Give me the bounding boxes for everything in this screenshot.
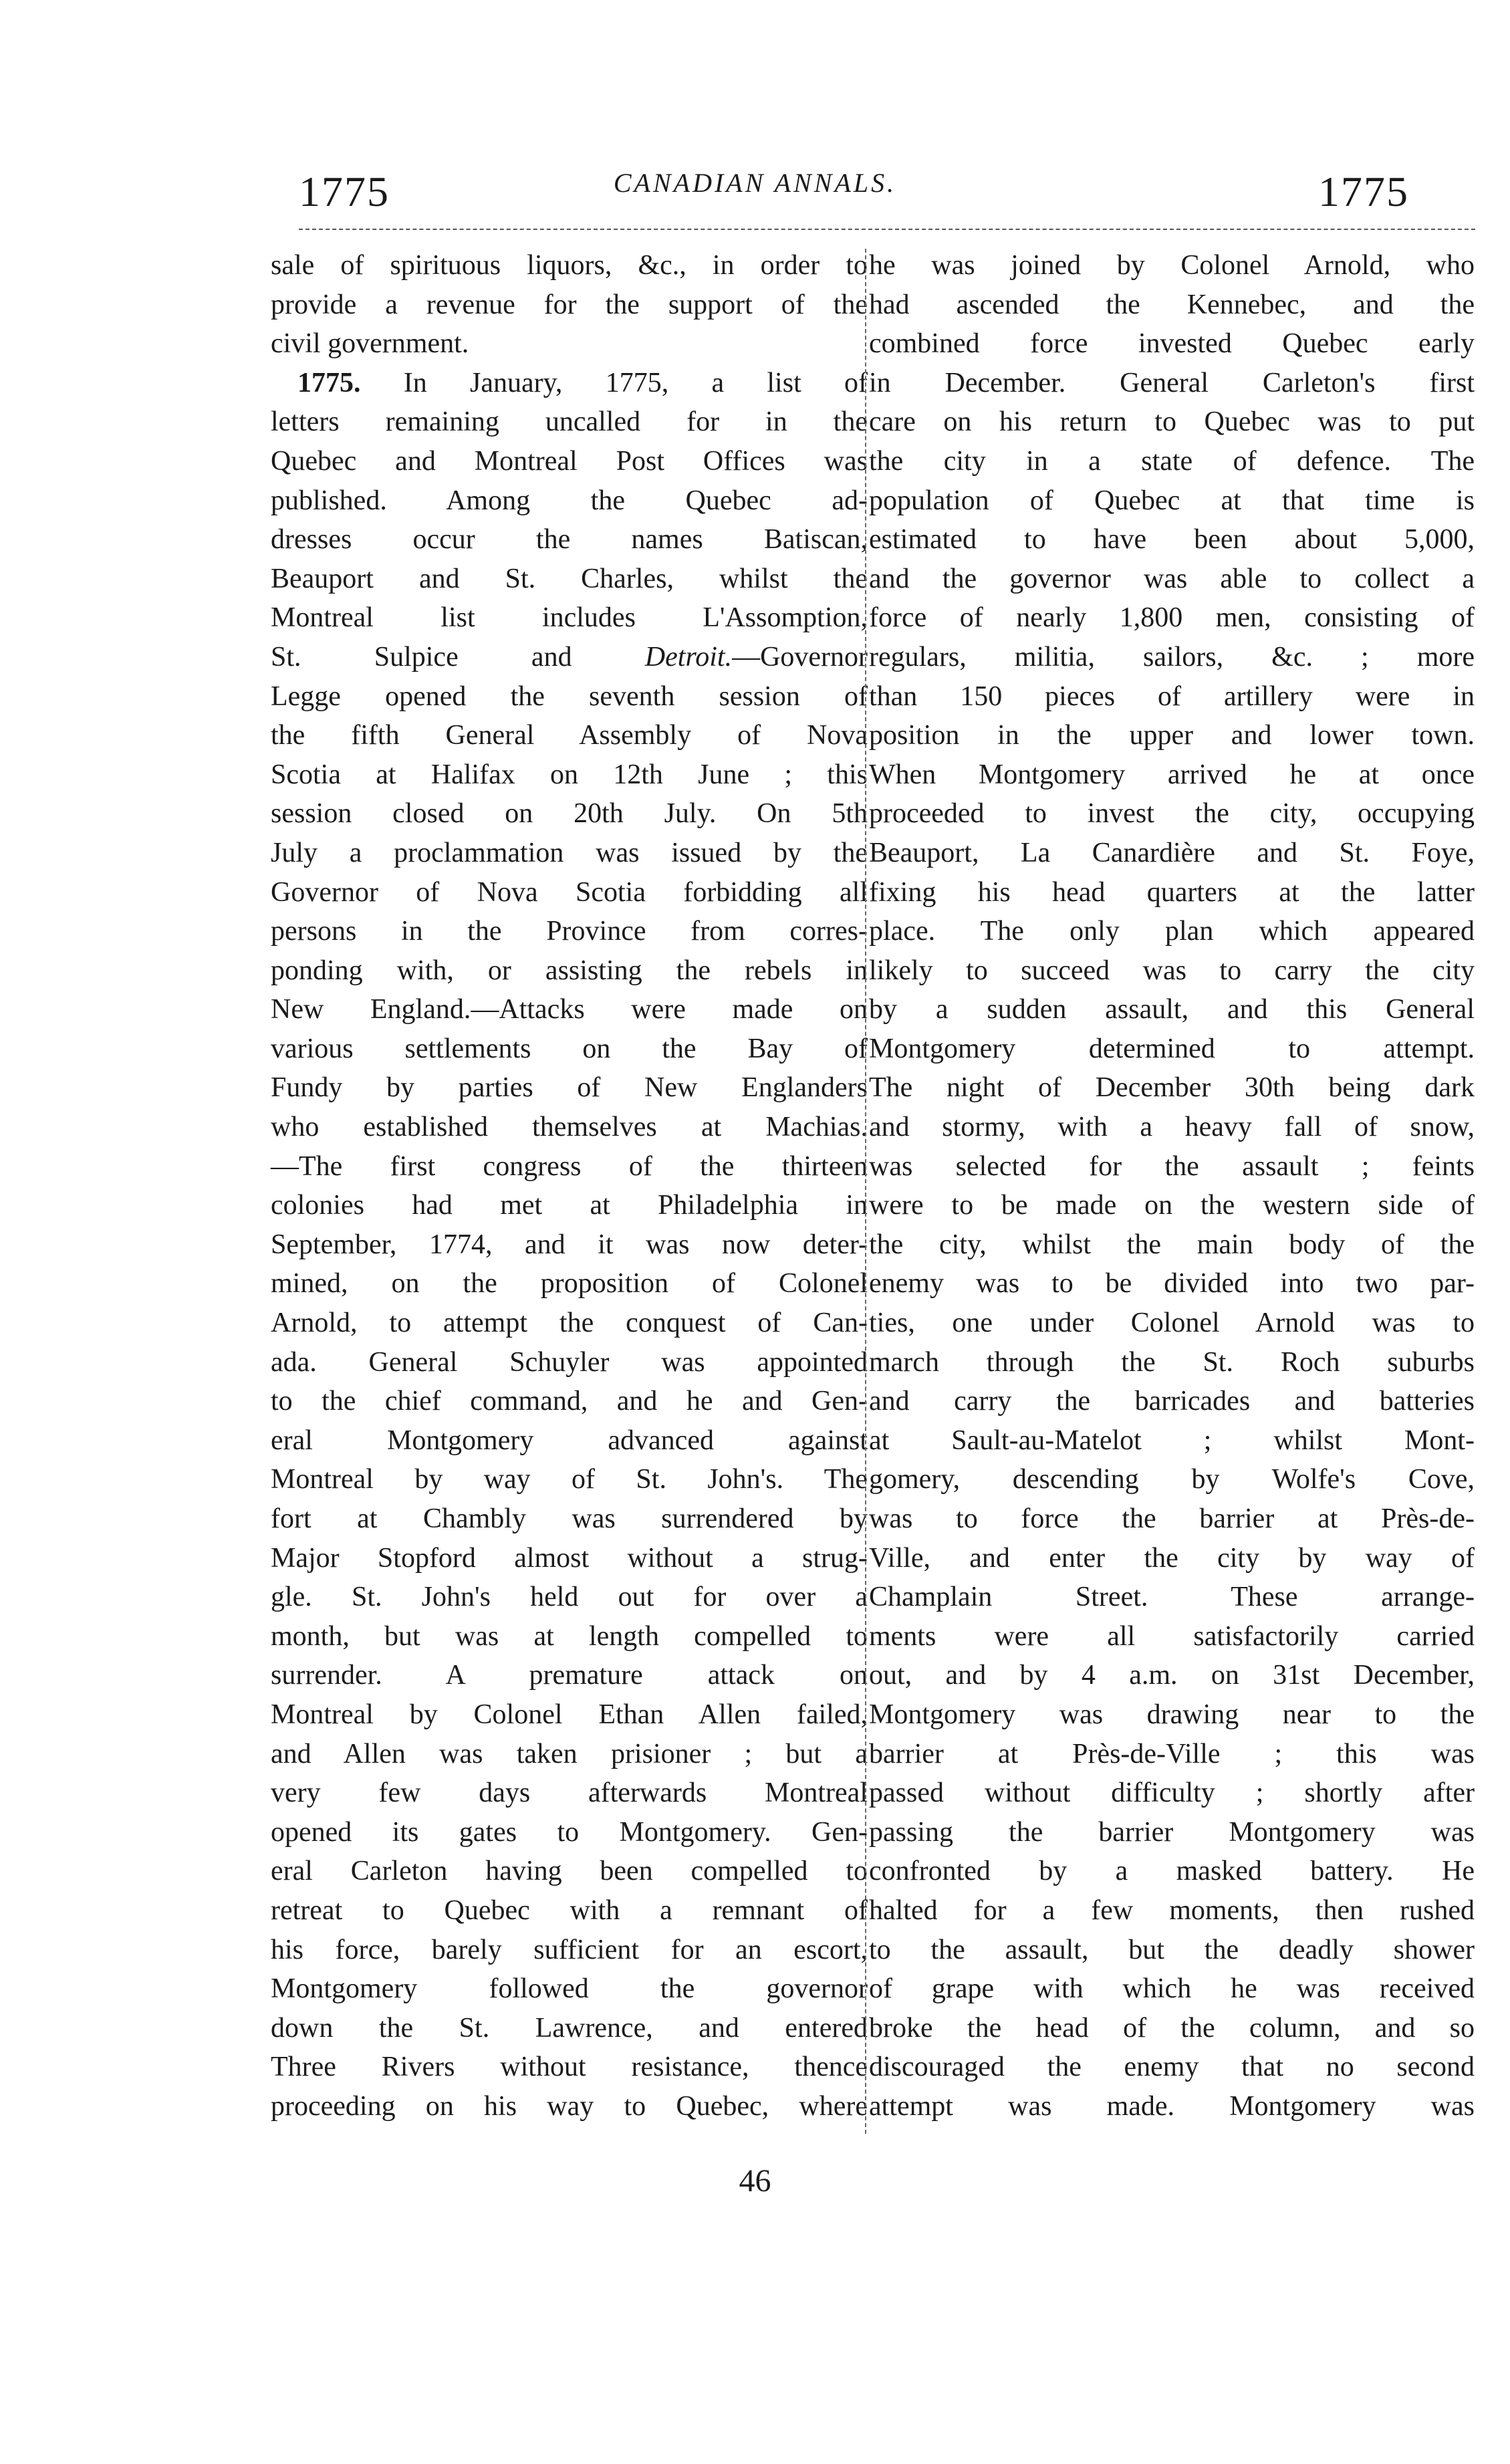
header-year-left: 1775 xyxy=(299,168,390,215)
text-line: very few days afterwards Montreal xyxy=(271,1777,868,1809)
text-line: Beauport, La Canardière and St. Foye, xyxy=(869,837,1475,868)
text-line: sale of spirituous liquors, &c., in order to xyxy=(271,250,868,281)
text-line: The night of December 30th being dark xyxy=(869,1072,1475,1104)
text-line: persons in the Province from corres- xyxy=(271,916,868,947)
text-line: letters remaining uncalled for in the xyxy=(271,406,868,438)
text-line: who established themselves at Machias. xyxy=(271,1112,868,1143)
text-line: attempt was made. Montgomery was xyxy=(869,2090,1475,2122)
text-line: Montgomery was drawing near to the xyxy=(869,1699,1475,1730)
text-line: proceeding on his way to Quebec, where xyxy=(271,2090,868,2122)
text-line: Scotia at Halifax on 12th June ; this xyxy=(271,759,868,790)
text-line: mined, on the proposition of Colonel xyxy=(271,1268,868,1300)
text-line: July a proclammation was issued by the xyxy=(271,837,868,868)
text-line: were to be made on the western side of xyxy=(869,1190,1475,1221)
text-line: the city, whilst the main body of the xyxy=(869,1229,1475,1260)
text-line: ada. General Schuyler was appointed xyxy=(271,1346,868,1378)
text-line: opened its gates to Montgomery. Gen- xyxy=(271,1816,868,1848)
text-line: was selected for the assault ; feints xyxy=(869,1150,1475,1182)
text-line: gle. St. John's held out for over a xyxy=(271,1582,868,1613)
text-line: ties, one under Colonel Arnold was to xyxy=(869,1308,1475,1339)
text-line: at Sault-au-Matelot ; whilst Mont- xyxy=(869,1425,1475,1456)
text-line: the fifth General Assembly of Nova xyxy=(271,720,868,751)
text-line: march through the St. Roch suburbs xyxy=(869,1346,1475,1378)
text-line: than 150 pieces of artillery were in xyxy=(869,681,1475,712)
column-divider xyxy=(865,249,866,2134)
text-line: in December. General Carleton's first xyxy=(869,367,1475,398)
text-line: 1775. In January, 1775, a list of xyxy=(297,367,868,398)
detroit-italic: Detroit. xyxy=(644,641,733,672)
header-rule xyxy=(299,229,1475,230)
text-line: proceeded to invest the city, occupying xyxy=(869,798,1475,830)
text-line: by a sudden assault, and this General xyxy=(869,994,1475,1025)
text-line: to the assault, but the deadly shower xyxy=(869,1934,1475,1965)
text-line: New England.—Attacks were made on xyxy=(271,994,868,1025)
text-line: and stormy, with a heavy fall of snow, xyxy=(869,1112,1475,1143)
text-line: force of nearly 1,800 men, consisting of xyxy=(869,602,1475,634)
text-line: colonies had met at Philadelphia in xyxy=(271,1190,868,1221)
text-line: dresses occur the names Batiscan, xyxy=(271,524,868,556)
text-line: Governor of Nova Scotia forbidding all xyxy=(271,876,868,908)
year-marker: 1775. xyxy=(297,367,361,398)
text-line: of grape with which he was received xyxy=(869,1973,1475,2005)
text-line: gomery, descending by Wolfe's Cove, xyxy=(869,1464,1475,1495)
text-line: regulars, militia, sailors, &c. ; more xyxy=(869,641,1475,672)
text-line: Beauport and St. Charles, whilst the xyxy=(271,563,868,594)
text-line: Fundy by parties of New Englanders xyxy=(271,1072,868,1104)
text-line: St. Sulpice and Detroit.—Governor xyxy=(271,641,868,672)
text-line: session closed on 20th July. On 5th xyxy=(271,798,868,830)
text-line: halted for a few moments, then rushed xyxy=(869,1894,1475,1926)
text-line: estimated to have been about 5,000, xyxy=(869,524,1475,556)
text-line: Arnold, to attempt the conquest of Can- xyxy=(271,1308,868,1339)
text-line: Quebec and Montreal Post Offices was xyxy=(271,445,868,477)
text-line: Montgomery determined to attempt. xyxy=(869,1033,1475,1064)
text-line: retreat to Quebec with a remnant of xyxy=(271,1894,868,1926)
text-line: September, 1774, and it was now deter- xyxy=(271,1229,868,1260)
text-line: out, and by 4 a.m. on 31st December, xyxy=(869,1660,1475,1691)
text-line: confronted by a masked battery. He xyxy=(869,1856,1475,1887)
text-line: fixing his head quarters at the latter xyxy=(869,876,1475,908)
text-line: population of Quebec at that time is xyxy=(869,485,1475,516)
left-column xyxy=(271,246,868,2126)
text-line: down the St. Lawrence, and entered xyxy=(271,2012,868,2044)
text-line: Major Stopford almost without a strug- xyxy=(271,1542,868,1574)
text-line: published. Among the Quebec ad- xyxy=(271,485,868,516)
text-line: barrier at Près-de-Ville ; this was xyxy=(869,1738,1475,1769)
text-line: ments were all satisfactorily carried xyxy=(869,1620,1475,1652)
text-line: care on his return to Quebec was to put xyxy=(869,406,1475,438)
text-line: Legge opened the seventh session of xyxy=(271,681,868,712)
text-line: various settlements on the Bay of xyxy=(271,1033,868,1064)
text-line: eral Carleton having been compelled to xyxy=(271,1856,868,1887)
text-line: likely to succeed was to carry the city xyxy=(869,955,1475,986)
text-line: was to force the barrier at Près-de- xyxy=(869,1503,1475,1534)
text-line: —The first congress of the thirteen xyxy=(271,1150,868,1182)
text-line: civil government. xyxy=(271,328,469,360)
text-line: and Allen was taken prisioner ; but a xyxy=(271,1738,868,1769)
page-number: 46 xyxy=(739,2163,771,2199)
text-line: discouraged the enemy that no second xyxy=(869,2052,1475,2083)
text-line: to the chief command, and he and Gen- xyxy=(271,1386,868,1417)
text-line: broke the head of the column, and so xyxy=(869,2012,1475,2044)
text-line: Ville, and enter the city by way of xyxy=(869,1542,1475,1574)
text-line: enemy was to be divided into two par- xyxy=(869,1268,1475,1300)
text-line: month, but was at length compelled to xyxy=(271,1620,868,1652)
text-line: his force, barely sufficient for an escort, xyxy=(271,1934,868,1965)
text-line: surrender. A premature attack on xyxy=(271,1660,868,1691)
text-line: When Montgomery arrived he at once xyxy=(869,759,1475,790)
running-title: CANADIAN ANNALS. xyxy=(613,168,897,198)
text-line: position in the upper and lower town. xyxy=(869,720,1475,751)
text-line: Montreal by way of St. John's. The xyxy=(271,1464,868,1495)
text-line: Three Rivers without resistance, thence xyxy=(271,2052,868,2083)
text-line: Montreal list includes L'Assomption, xyxy=(271,602,868,634)
text-line: provide a revenue for the support of the xyxy=(271,289,868,320)
text-line: Montgomery followed the governor xyxy=(271,1973,868,2005)
text-line: he was joined by Colonel Arnold, who xyxy=(869,250,1475,281)
text-line: and carry the barricades and batteries xyxy=(869,1386,1475,1417)
text-line: fort at Chambly was surrendered by xyxy=(271,1503,868,1534)
text-line: the city in a state of defence. The xyxy=(869,445,1475,477)
page-header xyxy=(0,0,1510,241)
text-line: combined force invested Quebec early xyxy=(869,328,1475,360)
text-line: Champlain Street. These arrange- xyxy=(869,1582,1475,1613)
header-year-right: 1775 xyxy=(1318,168,1409,215)
text-line: eral Montgomery advanced against xyxy=(271,1425,868,1456)
text-line: passed without difficulty ; shortly after xyxy=(869,1777,1475,1809)
right-column xyxy=(869,246,1475,2126)
text-line: place. The only plan which appeared xyxy=(869,916,1475,947)
text-line: passing the barrier Montgomery was xyxy=(869,1816,1475,1848)
text-line: had ascended the Kennebec, and the xyxy=(869,289,1475,320)
text-line: Montreal by Colonel Ethan Allen failed, xyxy=(271,1699,868,1730)
text-line: and the governor was able to collect a xyxy=(869,563,1475,594)
text-line: ponding with, or assisting the rebels in xyxy=(271,955,868,986)
